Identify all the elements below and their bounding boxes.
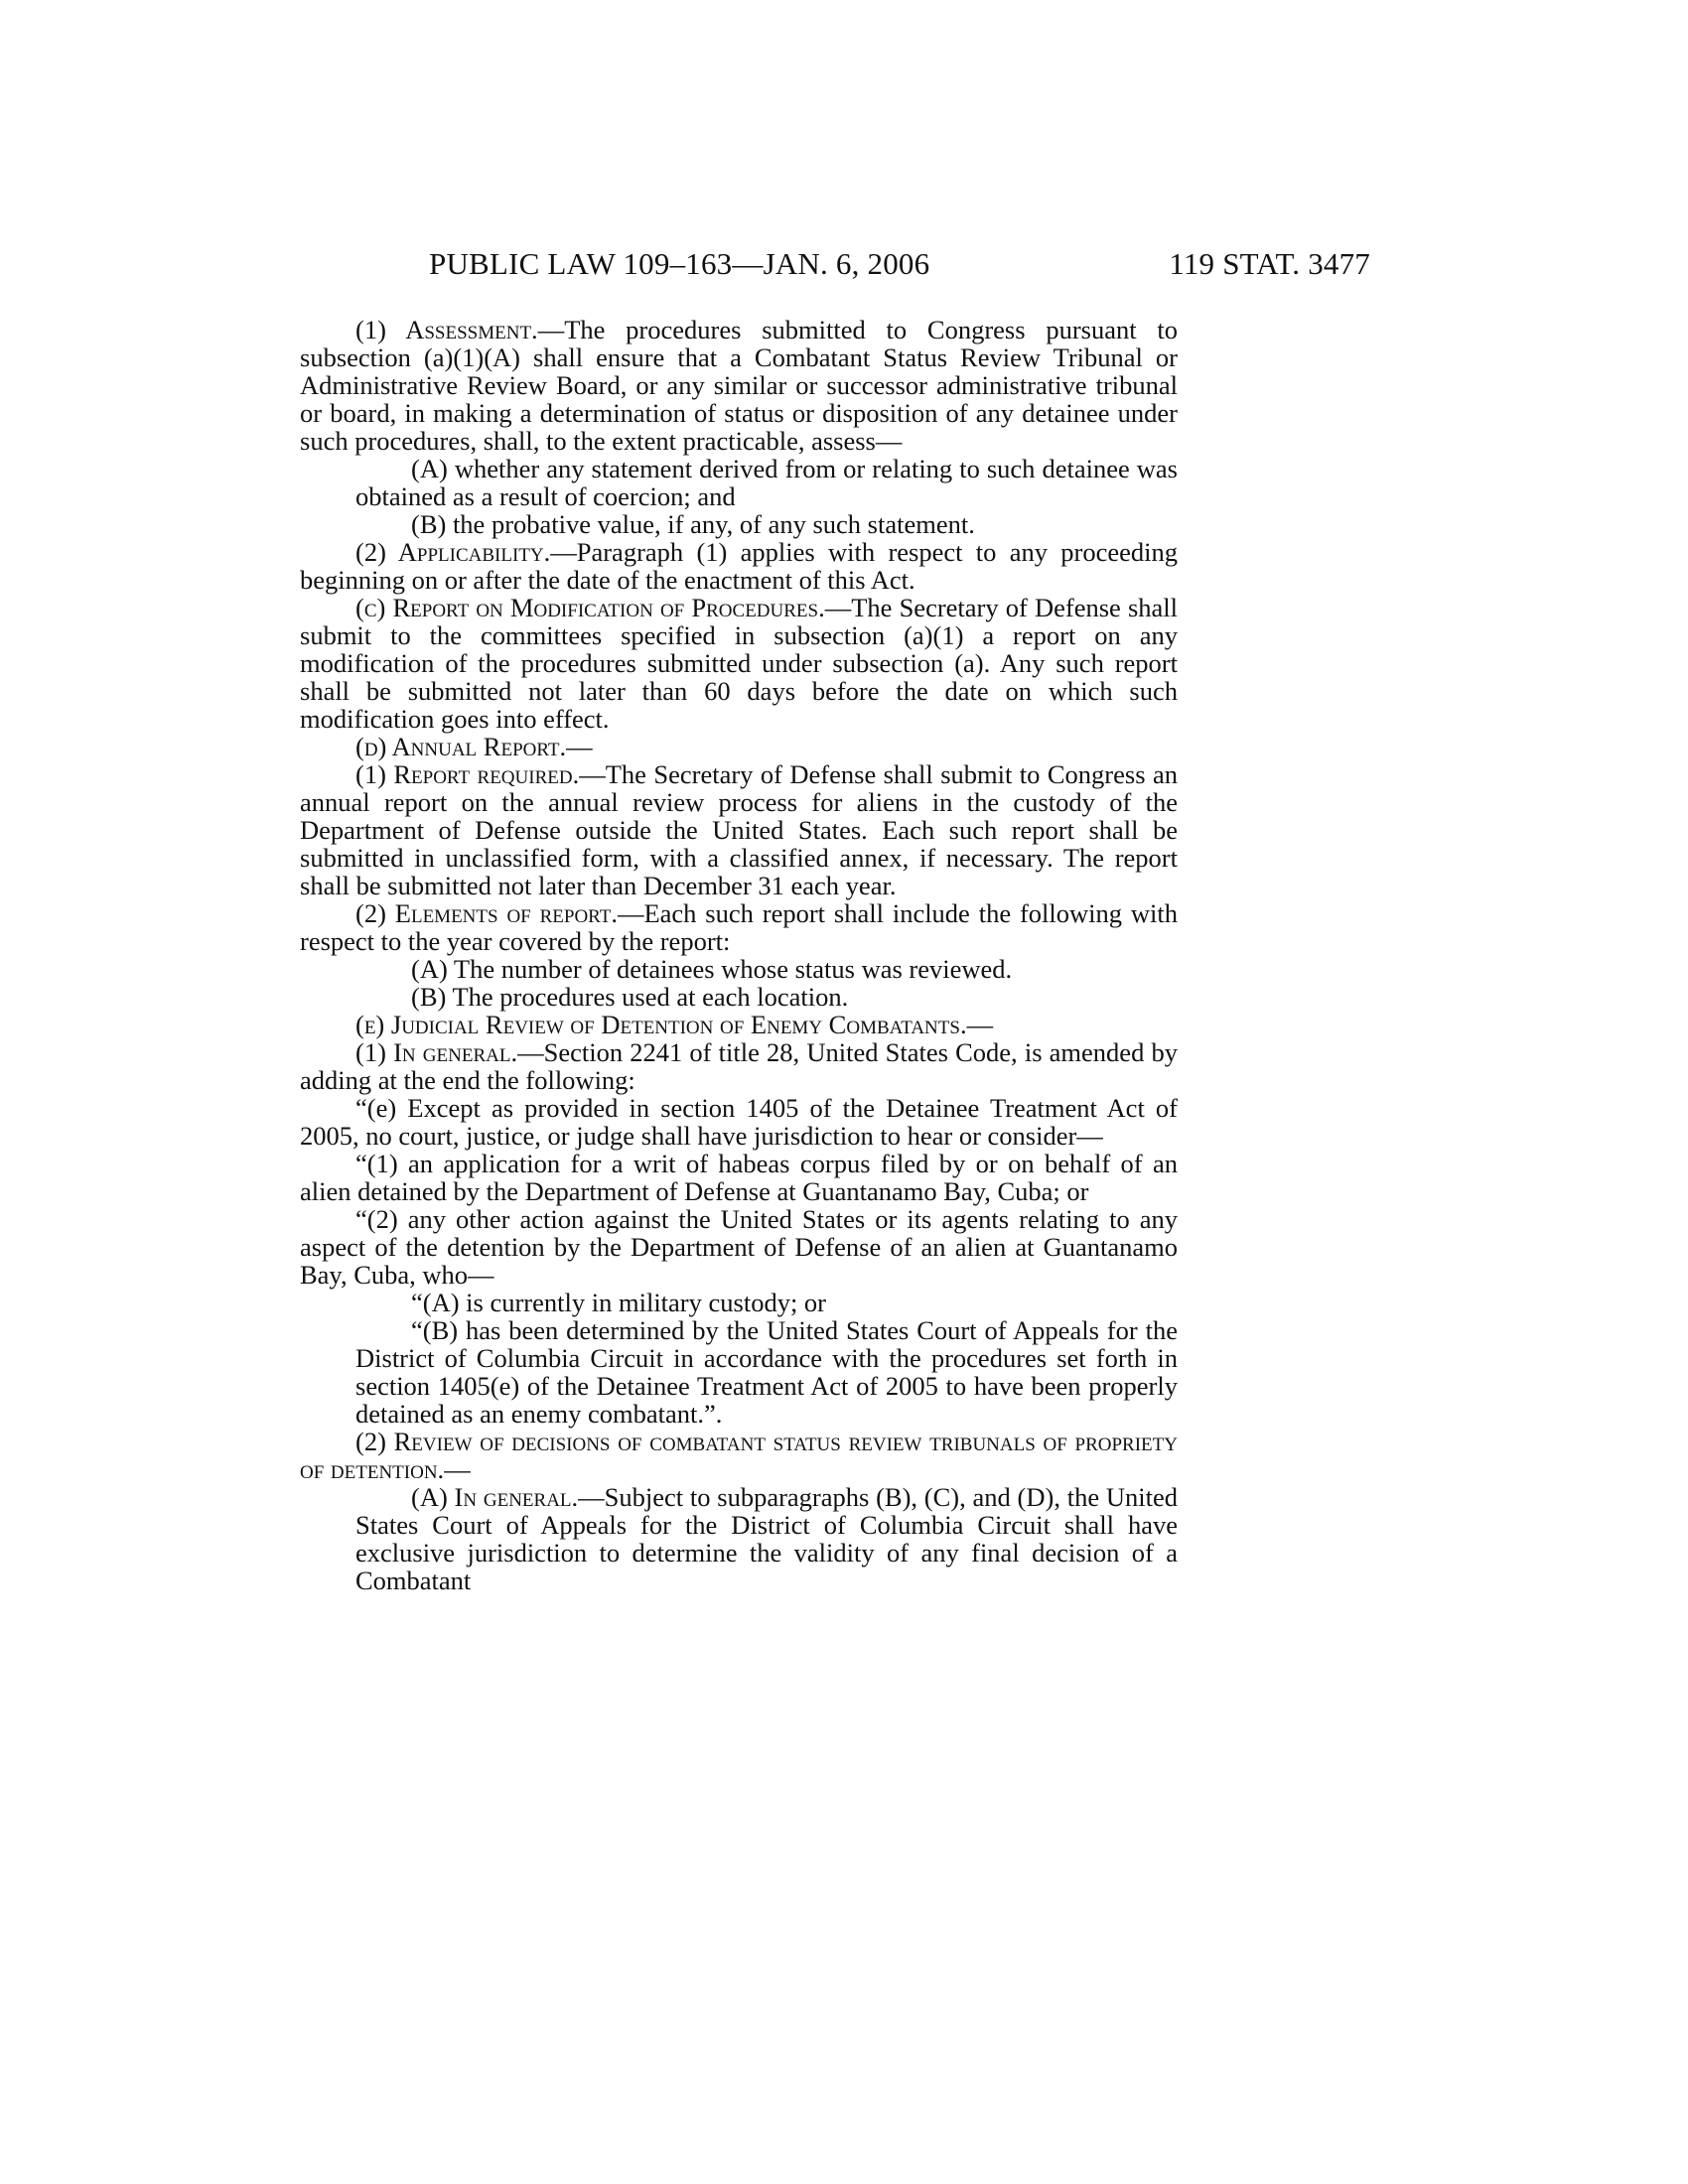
paragraph-text: (A) The number of detainees whose status was reviewed. [411, 954, 1013, 984]
paragraph-label: (c) Report on Modification of Procedures. [355, 593, 825, 622]
header-stat-page: 119 STAT. 3477 [1169, 246, 1370, 281]
paragraph-text: —Section 2241 of title 28, United States Code, is amended by adding at the end the following: [300, 1037, 1178, 1095]
paragraph-label: (d) Annual Report. [355, 732, 567, 761]
paragraph-text: — [444, 1454, 471, 1484]
paragraph-text: —Subject to subparagraphs (B), (C), and (D), the United States Court of Appeals for the District of Columbia Circuit shall have exclusive jurisdiction to determine the validity of any final decision of a Combatant [355, 1482, 1178, 1595]
paragraph-text: —The procedures submitted to Congress pursuant to subsection (a)(1)(A) shall ensure that a Combatant Status Review Tribunal or Administrative Review Board, or any similar or successor administrative tribunal or board, in making a determination of status or disposition of any detainee under such procedures, shall, to the extent practicable, assess— [300, 315, 1178, 456]
paragraph-label: (1) Assessment. [355, 315, 538, 344]
paragraph-review-of-decisions [300, 1428, 1178, 1483]
paragraph-text: (A) whether any statement derived from or relating to such detainee was obtained as a result of coercion; and [355, 454, 1178, 511]
quoted-paragraph-habeas [300, 1150, 1178, 1205]
paragraph-assessment [300, 316, 1178, 455]
paragraph-text: —Paragraph (1) applies with respect to any proceeding beginning on or after the date of the enactment of this Act. [300, 537, 1178, 595]
paragraph-text: “(1) an application for a writ of habeas corpus filed by or on behalf of an alien detained by the Department of Defense at Guantanamo Bay, Cuba; or [300, 1149, 1178, 1206]
subsection-judicial-review [300, 1011, 1178, 1038]
paragraph-label: (2) Elements of report. [355, 898, 618, 928]
paragraph-label: (1) In general. [355, 1037, 518, 1067]
paragraph-text: “(B) has been determined by the United States Court of Appeals for the District of Columbia Circuit in accordance with the procedures set forth in section 1405(e) of the Detainee Treatment Act of 2005 to have been properly detained as an enemy combatant.”. [355, 1315, 1178, 1429]
paragraph-in-general [300, 1038, 1178, 1094]
paragraph-number-of-detainees [300, 955, 1178, 983]
quoted-clause-military-custody [300, 1289, 1178, 1316]
quoted-paragraph-other-action [300, 1205, 1178, 1289]
paragraph-procedures-used [300, 983, 1178, 1011]
paragraph-label: (A) In general. [411, 1482, 579, 1512]
paragraph-text: — [566, 732, 593, 761]
paragraph-text: (B) The procedures used at each location. [411, 982, 849, 1012]
paragraph-report-required [300, 760, 1178, 899]
paragraph-text: — [966, 1010, 994, 1039]
quoted-subsection-e [300, 1094, 1178, 1150]
paragraph-text: —Each such report shall include the following with respect to the year covered by the report: [300, 898, 1178, 956]
paragraph-text: “(e) Except as provided in section 1405 of the Detainee Treatment Act of 2005, no court, justice, or judge shall have jurisdiction to hear or consider— [300, 1093, 1178, 1151]
paragraph-probative-value [300, 510, 1178, 538]
paragraph-text: “(2) any other action against the United States or its agents relating to any aspect of the detention by the Department of Defense of an alien at Guantanamo Bay, Cuba, who— [300, 1204, 1178, 1290]
subsection-report-modification [300, 594, 1178, 733]
subsection-annual-report [300, 733, 1178, 760]
paragraph-coercion [300, 455, 1178, 510]
header-law-title: PUBLIC LAW 109–163—JAN. 6, 2006 [429, 246, 930, 281]
paragraph-text: —The Secretary of Defense shall submit to the committees specified in subsection (a)(1) a report on any modification of the procedures submitted under subsection (a). Any such report shall be submitted not later than 60 days before the date on which such modification goes into effect. [300, 593, 1178, 734]
statute-text [300, 316, 1178, 1594]
paragraph-label: (1) Report required. [355, 759, 580, 789]
paragraph-label: (e) Judicial Review of Detention of Enemy Combatants. [355, 1010, 967, 1039]
paragraph-text: “(A) is currently in military custody; or [411, 1288, 827, 1317]
paragraph-applicability [300, 538, 1178, 594]
paragraph-text: —The Secretary of Defense shall submit to Congress an annual report on the annual review process for aliens in the custody of the Department of Defense outside the United States. Each such report shall be submitted in unclassified form, with a classified annex, if necessary. The report shall be submitted not later than December 31 each year. [300, 759, 1178, 900]
paragraph-label: (2) Review of decisions of combatant status review tribunals of propriety of detention. [300, 1427, 1178, 1484]
paragraph-subparagraph-a-in-general [300, 1483, 1178, 1594]
running-header [429, 246, 1370, 286]
quoted-clause-determined [300, 1316, 1178, 1428]
paragraph-elements-of-report [300, 899, 1178, 955]
paragraph-text: (B) the probative value, if any, of any such statement. [411, 509, 975, 539]
paragraph-label: (2) Applicability. [355, 537, 551, 567]
